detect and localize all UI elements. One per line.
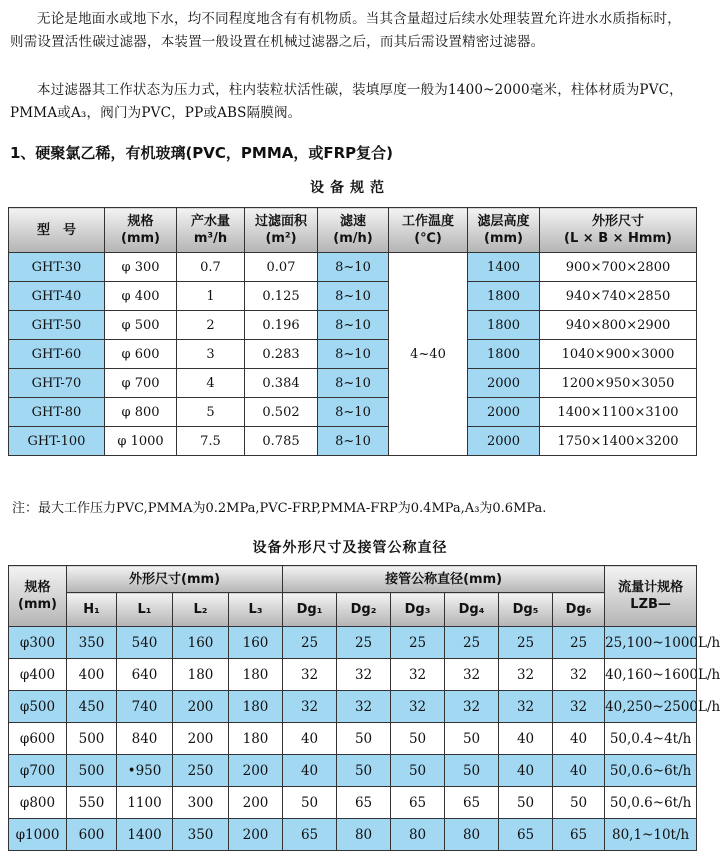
cell-dg2: 50	[337, 755, 391, 787]
cell-dg4: 80	[445, 819, 499, 851]
cell-area: 0.125	[245, 282, 318, 311]
cell-dimensions: 940×800×2900	[540, 311, 697, 340]
cell-spec: φ800	[9, 787, 67, 819]
cell-l3: 200	[229, 819, 283, 851]
cell-dg1: 65	[283, 819, 337, 851]
cell-dg4: 50	[445, 755, 499, 787]
spec-table-header	[9, 208, 697, 253]
cell-flowmeter: 80,1~10t/h	[605, 819, 697, 851]
cell-model: GHT-80	[9, 398, 105, 427]
cell-speed: 8~10	[318, 253, 389, 282]
cell-spec: φ1000	[9, 819, 67, 851]
cell-l1: 1100	[117, 787, 173, 819]
cell-layer-height: 1800	[468, 282, 540, 311]
cell-dg5: 40	[499, 755, 553, 787]
pressure-note: 注：最大工作压力PVC,PMMA为0.2MPa,PVC-FRP,PMMA-FRP为0.4MPa,A₃为0.6MPa.	[12, 501, 547, 516]
cell-dg2: 32	[337, 691, 391, 723]
dims-table	[8, 565, 720, 851]
cell-area: 0.196	[245, 311, 318, 340]
cell-flowmeter: 50,0.6~6t/h	[605, 755, 697, 787]
table-row	[9, 659, 697, 691]
cell-model: GHT-40	[9, 282, 105, 311]
header-dg4: Dg₄	[445, 593, 499, 627]
cell-flowmeter: 50,0.6~6t/h	[605, 787, 697, 819]
cell-l2: 300	[173, 787, 229, 819]
cell-h1: 500	[67, 723, 117, 755]
header-temperature: 工作温度 (℃)	[389, 208, 468, 253]
cell-dg3: 80	[391, 819, 445, 851]
cell-output: 0.7	[177, 253, 245, 282]
table-row	[9, 253, 697, 282]
header-output: 产水量 m³/h	[177, 208, 245, 253]
intro-paragraph-1: 无论是地面水或地下水，均不同程度地含有有机物质。当其含量超过后续水处理装置允许进水水质指标时，则需设置活性碳过滤器，本装置一般设置在机械过滤器之后，而其后需设置精密过滤器。	[10, 11, 681, 50]
cell-dg1: 25	[283, 627, 337, 659]
header-speed: 滤速 (m/h)	[318, 208, 389, 253]
header-l2: L₂	[173, 593, 229, 627]
cell-dg3: 65	[391, 787, 445, 819]
cell-model: GHT-30	[9, 253, 105, 282]
cell-l2: 180	[173, 659, 229, 691]
table-row	[9, 819, 697, 851]
cell-dg2: 50	[337, 723, 391, 755]
cell-l1: 840	[117, 723, 173, 755]
cell-area: 0.785	[245, 427, 318, 456]
cell-l3: 180	[229, 659, 283, 691]
table-row	[9, 427, 697, 456]
cell-spec: φ 300	[105, 253, 177, 282]
cell-dg5: 25	[499, 627, 553, 659]
cell-l1: 540	[117, 627, 173, 659]
cell-area: 0.502	[245, 398, 318, 427]
cell-dg5: 65	[499, 819, 553, 851]
cell-layer-height: 1800	[468, 340, 540, 369]
cell-output: 1	[177, 282, 245, 311]
cell-l2: 200	[173, 723, 229, 755]
cell-layer-height: 2000	[468, 369, 540, 398]
table-row	[9, 627, 697, 659]
cell-dg1: 40	[283, 723, 337, 755]
cell-layer-height: 1800	[468, 311, 540, 340]
cell-dg5: 32	[499, 659, 553, 691]
table-row	[9, 398, 697, 427]
cell-output: 7.5	[177, 427, 245, 456]
header-dg2: Dg₂	[337, 593, 391, 627]
cell-dg6: 40	[553, 723, 605, 755]
cell-spec: φ 800	[105, 398, 177, 427]
header-l1: L₁	[117, 593, 173, 627]
cell-dg4: 50	[445, 723, 499, 755]
cell-area: 0.07	[245, 253, 318, 282]
cell-dg3: 32	[391, 691, 445, 723]
cell-output: 2	[177, 311, 245, 340]
cell-l2: 250	[173, 755, 229, 787]
cell-dg6: 32	[553, 659, 605, 691]
cell-flowmeter: 40,250~2500L/h	[605, 691, 697, 723]
cell-spec: φ600	[9, 723, 67, 755]
cell-dg6: 40	[553, 755, 605, 787]
cell-speed: 8~10	[318, 282, 389, 311]
cell-model: GHT-50	[9, 311, 105, 340]
cell-dg5: 40	[499, 723, 553, 755]
header-pipe-diameter: 接管公称直径(mm)	[283, 566, 605, 593]
cell-layer-height: 2000	[468, 427, 540, 456]
cell-h1: 400	[67, 659, 117, 691]
header-outer-dimensions: 外形尺寸(mm)	[67, 566, 283, 593]
dims-table-header	[9, 566, 697, 593]
cell-l3: 200	[229, 787, 283, 819]
table-row	[9, 369, 697, 398]
cell-output: 4	[177, 369, 245, 398]
cell-dg3: 32	[391, 659, 445, 691]
cell-l3: 160	[229, 627, 283, 659]
cell-temperature: 4~40	[389, 253, 468, 456]
cell-output: 5	[177, 398, 245, 427]
cell-dg1: 40	[283, 755, 337, 787]
cell-area: 0.283	[245, 340, 318, 369]
cell-spec: φ 700	[105, 369, 177, 398]
cell-dimensions: 900×700×2800	[540, 253, 697, 282]
cell-dg2: 65	[337, 787, 391, 819]
header-l3: L₃	[229, 593, 283, 627]
cell-h1: 600	[67, 819, 117, 851]
cell-dg5: 32	[499, 691, 553, 723]
section-heading: 1、硬聚氯乙稀，有机玻璃(PVC，PMMA，或FRP复合)	[10, 144, 394, 162]
cell-h1: 500	[67, 755, 117, 787]
header-dg1: Dg₁	[283, 593, 337, 627]
cell-l1: •950	[117, 755, 173, 787]
header-spec: 规格 (mm)	[105, 208, 177, 253]
cell-speed: 8~10	[318, 398, 389, 427]
cell-spec: φ400	[9, 659, 67, 691]
cell-area: 0.384	[245, 369, 318, 398]
spec-table	[8, 207, 697, 456]
cell-speed: 8~10	[318, 311, 389, 340]
cell-dimensions: 1400×1100×3100	[540, 398, 697, 427]
cell-h1: 450	[67, 691, 117, 723]
cell-h1: 350	[67, 627, 117, 659]
cell-dg6: 65	[553, 819, 605, 851]
header-layer-height: 滤层高度 (mm)	[468, 208, 540, 253]
cell-l3: 180	[229, 691, 283, 723]
header-spec: 规格 (mm)	[9, 566, 67, 627]
table-row	[9, 691, 697, 723]
cell-spec: φ500	[9, 691, 67, 723]
cell-flowmeter: 25,100~1000L/h	[605, 627, 697, 659]
header-flowmeter: 流量计规格 LZB—	[605, 566, 697, 627]
dims-table-title: 设备外形尺寸及接管公称直径	[252, 540, 448, 556]
dims-table-subheader	[9, 593, 697, 627]
cell-layer-height: 1400	[468, 253, 540, 282]
cell-speed: 8~10	[318, 369, 389, 398]
cell-dg5: 50	[499, 787, 553, 819]
header-h1: H₁	[67, 593, 117, 627]
cell-speed: 8~10	[318, 340, 389, 369]
header-dimensions: 外形尺寸 (L × B × Hmm)	[540, 208, 697, 253]
table-row	[9, 755, 697, 787]
cell-spec: φ 500	[105, 311, 177, 340]
cell-dg2: 80	[337, 819, 391, 851]
cell-model: GHT-60	[9, 340, 105, 369]
cell-l3: 200	[229, 755, 283, 787]
cell-dg3: 50	[391, 723, 445, 755]
cell-dg3: 25	[391, 627, 445, 659]
cell-l2: 350	[173, 819, 229, 851]
cell-l2: 160	[173, 627, 229, 659]
cell-dg4: 25	[445, 627, 499, 659]
cell-flowmeter: 50,0.4~4t/h	[605, 723, 697, 755]
cell-l2: 200	[173, 691, 229, 723]
cell-dimensions: 1750×1400×3200	[540, 427, 697, 456]
cell-dg6: 32	[553, 691, 605, 723]
cell-dg1: 32	[283, 659, 337, 691]
header-dg3: Dg₃	[391, 593, 445, 627]
header-area: 过滤面积 (m²)	[245, 208, 318, 253]
cell-h1: 550	[67, 787, 117, 819]
cell-dimensions: 1040×900×3000	[540, 340, 697, 369]
cell-model: GHT-70	[9, 369, 105, 398]
cell-speed: 8~10	[318, 427, 389, 456]
header-dg5: Dg₅	[499, 593, 553, 627]
cell-model: GHT-100	[9, 427, 105, 456]
cell-dg6: 25	[553, 627, 605, 659]
cell-dg1: 32	[283, 691, 337, 723]
table-row	[9, 723, 697, 755]
cell-spec: φ 600	[105, 340, 177, 369]
cell-dimensions: 1200×950×3050	[540, 369, 697, 398]
table-row	[9, 787, 697, 819]
cell-l1: 640	[117, 659, 173, 691]
cell-dg4: 32	[445, 659, 499, 691]
cell-dg3: 50	[391, 755, 445, 787]
cell-layer-height: 2000	[468, 398, 540, 427]
table-row	[9, 311, 697, 340]
cell-l1: 1400	[117, 819, 173, 851]
cell-dg2: 25	[337, 627, 391, 659]
cell-spec: φ 400	[105, 282, 177, 311]
cell-spec: φ700	[9, 755, 67, 787]
cell-dg4: 32	[445, 691, 499, 723]
cell-l1: 740	[117, 691, 173, 723]
table-row	[9, 340, 697, 369]
cell-dg6: 50	[553, 787, 605, 819]
cell-dg1: 50	[283, 787, 337, 819]
header-dg6: Dg₆	[553, 593, 605, 627]
intro-paragraph-2: 本过滤器其工作状态为压力式，柱内装粒状活性碳，装填厚度一般为1400~2000毫米，柱体材质为PVC，PMMA或A₃，阀门为PVC，PP或ABS隔膜阀。	[10, 82, 683, 121]
cell-spec: φ300	[9, 627, 67, 659]
cell-spec: φ 1000	[105, 427, 177, 456]
cell-flowmeter: 40,160~1600L/h	[605, 659, 697, 691]
cell-dimensions: 940×740×2850	[540, 282, 697, 311]
cell-output: 3	[177, 340, 245, 369]
cell-dg2: 32	[337, 659, 391, 691]
header-model: 型 号	[9, 208, 105, 253]
spec-table-title: 设备规范	[310, 180, 390, 196]
cell-l3: 180	[229, 723, 283, 755]
cell-dg4: 65	[445, 787, 499, 819]
table-row	[9, 282, 697, 311]
